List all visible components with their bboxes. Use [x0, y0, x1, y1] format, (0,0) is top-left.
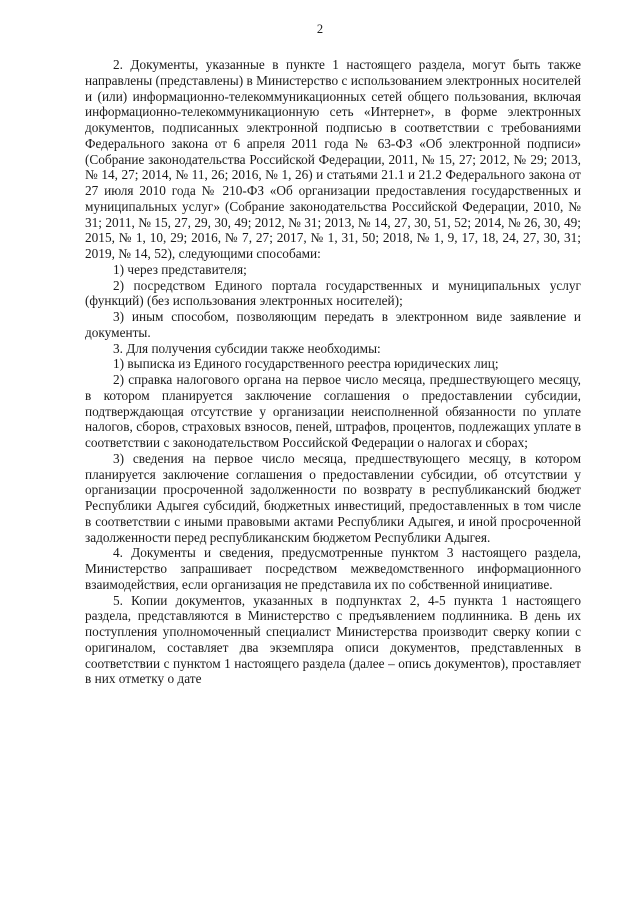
list-item-other-method: 3) иным способом, позволяющим передать в электронном виде заявление и документы. [85, 309, 581, 340]
paragraph-5-document-copies: 5. Копии документов, указанных в подпунктах 2, 4-5 пункта 1 настоящего раздела, представляются в Министерство с предъявлением подлинника. В день их поступления уполномоченный специалист Министерства производит сверку копии с оригиналом, составляет два экземпляра описи документов, представленных в соответствии с пунктом 1 настоящего раздела (далее – опись документов), проставляет в них отметку о дате [85, 592, 581, 687]
list-item-tax-certificate: 2) справка налогового органа на первое число месяца, предшествующего месяцу, в котором планируется заключение соглашения о предоставлении субсидии, подтверждающая отсутствие у организации неисполненной обязанности по уплате налогов, сборов, страховых взносов, пеней, штрафов, процентов, подлежащих уплате в соответствии с законодательством Российской Федерации о налогах и сборах; [85, 372, 581, 450]
list-item-debt-information: 3) сведения на первое число месяца, предшествующего месяцу, в котором планируется заключение соглашения о предоставлении субсидии, об отсутствии у организации просроченной задолженности по возврату в республиканский бюджет Республики Адыгея субсидий, бюджетных инвестиций, предоставленных в том числе в соответствии с иными правовыми актами Республики Адыгея, и иной просроченной задолженности перед республиканским бюджетом Республики Адыгея. [85, 450, 581, 545]
list-item-registry-extract: 1) выписка из Единого государственного реестра юридических лиц; [113, 356, 499, 372]
paragraph-4-interagency-request: 4. Документы и сведения, предусмотренные пунктом 3 настоящего раздела, Министерство запрашивает посредством межведомственного информационного взаимодействия, если организация не представила их по собственной инициативе. [85, 545, 581, 592]
page-number: 2 [316, 22, 324, 36]
paragraph-2-electronic-submission: 2. Документы, указанные в пункте 1 настоящего раздела, могут быть также направлены (представлены) в Министерство с использованием электронных носителей и (или) информационно-телекоммуникационных сетей общего пользования, включая информационно-телекоммуникационную сеть «Интернет», в форме электронных документов, подписанных электронной подписью в соответствии с требованиями Федерального закона от 6 апреля 2011 года № 63-ФЗ «Об электронной подписи» (Собрание законодательства Российской Федерации, 2011, № 15, 27; 2012, № 29; 2013, № 14, 27; 2014, № 11, 26; 2016, № 1, 26) и статьями 21.1 и 21.2 Федерального закона от 27 июля 2010 года № 210-ФЗ «Об организации предоставления государственных и муниципальных услуг» (Собрание законодательства Российской Федерации, 2010, № 31; 2011, № 15, 27, 29, 30, 49; 2012, № 31; 2013, № 14, 27, 30, 51, 52; 2014, № 26, 30, 49; 2015, № 1, 10, 29; 2016, № 7, 27; 2017, № 1, 31, 50; 2018, № 1, 9, 17, 18, 24, 27, 30, 31; 2019, № 14, 52), следующими способами: [85, 57, 581, 261]
list-item-representative: 1) через представителя; [113, 261, 247, 277]
list-item-single-portal: 2) посредством Единого портала государственных и муниципальных услуг (функций) (без использования электронных носителей); [85, 277, 581, 309]
document-body [85, 57, 581, 687]
paragraph-3-required-documents: 3. Для получения субсидии также необходимы: [113, 340, 381, 356]
